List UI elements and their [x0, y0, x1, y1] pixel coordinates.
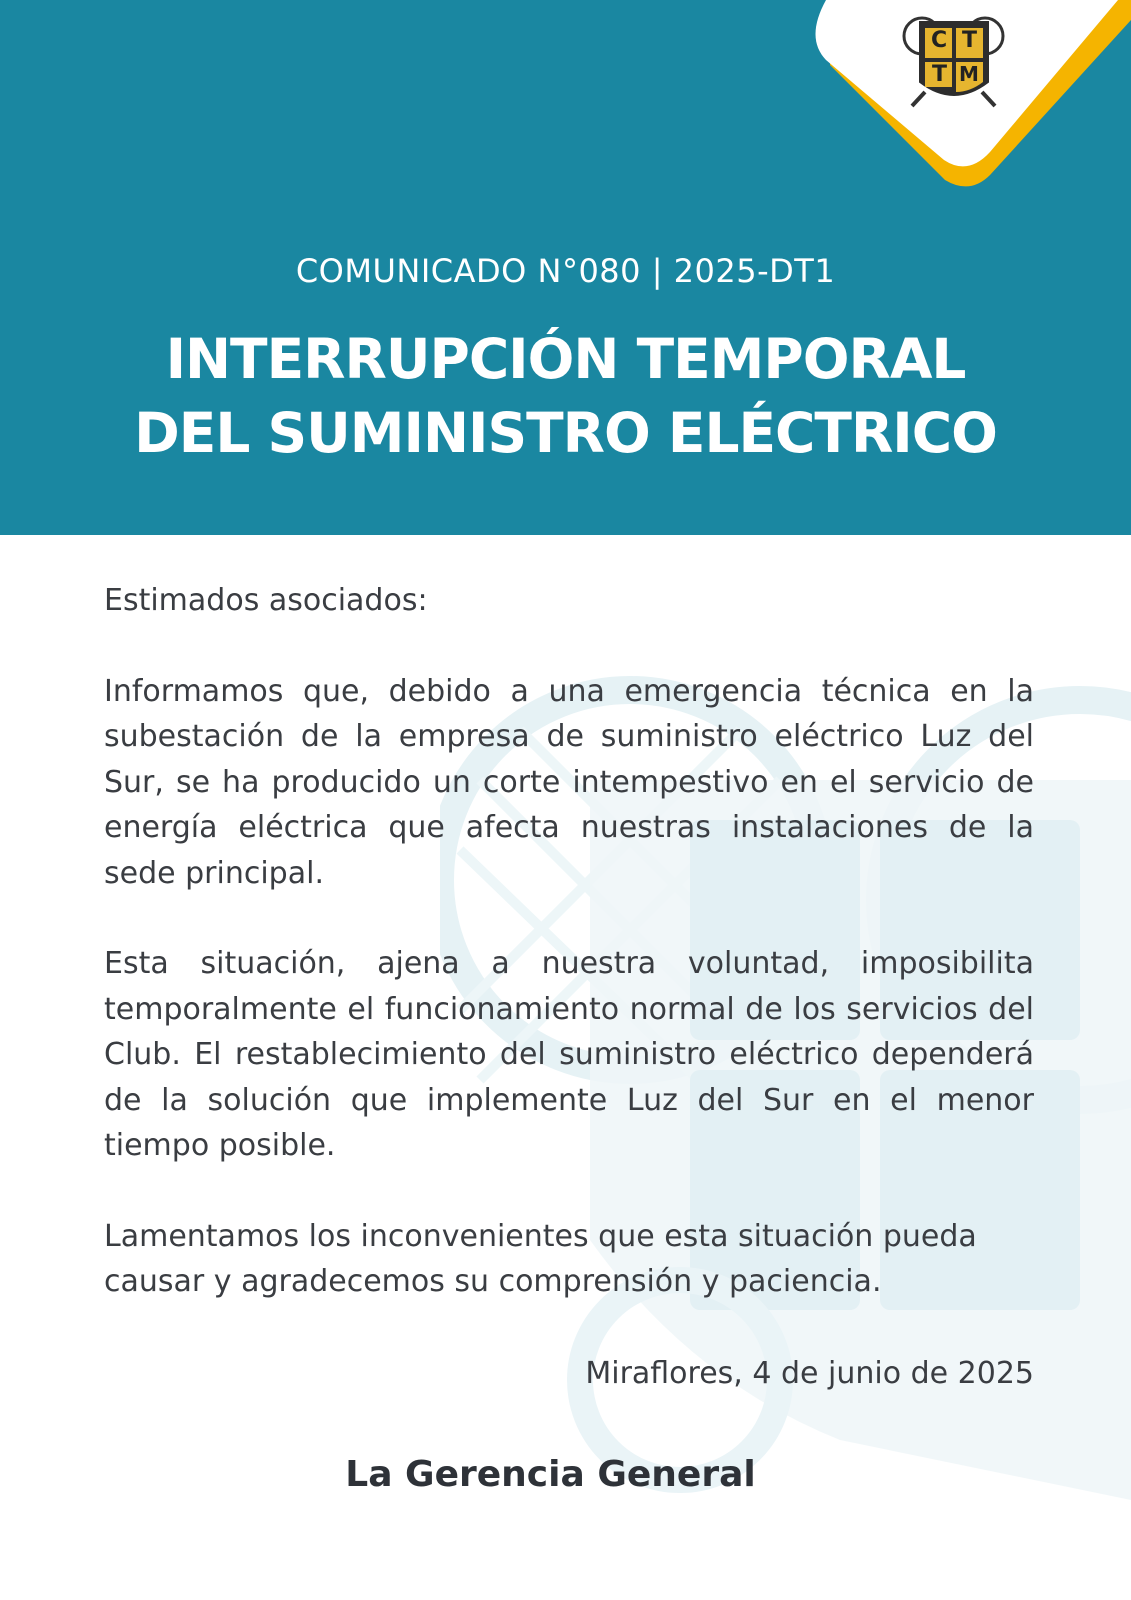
crest-letter-m: M: [959, 62, 979, 86]
crest-letters: [925, 26, 985, 92]
crest-letter-t1: T: [962, 28, 978, 53]
header-banner: [0, 0, 1131, 535]
crest-letter-c: C: [931, 28, 948, 53]
crest-letter-t2: T: [932, 62, 948, 87]
paragraph-3: Lamentamos los inconvenientes que esta situación pueda causar y agradecemos su comprensión y paciencia.: [104, 1218, 977, 1299]
letter-body: [104, 578, 1034, 1350]
signature: La Gerencia General: [345, 1454, 756, 1495]
paragraph-2: Esta situación, ajena a nuestra voluntad, imposibilita temporalmente el funcionamiento normal de los servicios del Club. El restablecimiento del suministro eléctrico dependerá de la solución que implemente Luz del Sur en el menor tiempo posible.: [104, 946, 1034, 1163]
greeting: Estimados asociados:: [104, 583, 428, 618]
communique-number: COMUNICADO N°080 | 2025-DT1: [295, 252, 836, 290]
title-line-2: DEL SUMINISTRO ELÉCTRICO: [134, 401, 997, 465]
paragraph-1: Informamos que, debido a una emergencia técnica en la subestación de la empresa de suministro eléctrico Luz del Sur, se ha producido un corte intempestivo en el servicio de energía eléctrica que afecta nuestras instalaciones de la sede principal.: [104, 673, 1034, 891]
page-title: [0, 322, 1131, 470]
title-line-1: INTERRUPCIÓN TEMPORAL: [165, 327, 966, 391]
date-line: Miraflores, 4 de junio de 2025: [585, 1356, 1034, 1391]
